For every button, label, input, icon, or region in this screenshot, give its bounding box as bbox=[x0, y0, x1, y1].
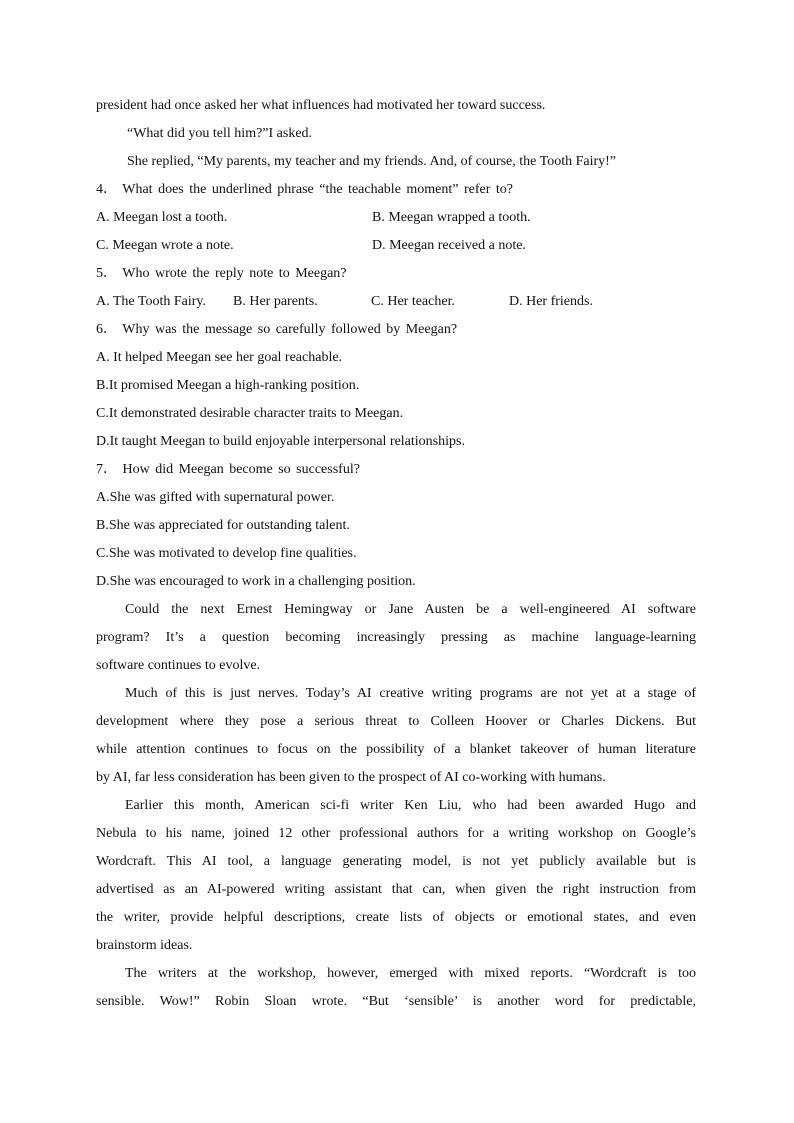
question-4-options-row-2 bbox=[96, 232, 696, 260]
question-6-stem: 6． Why was the message so carefully followed by Meegan? bbox=[96, 322, 458, 337]
question-5-stem: 5． Who wrote the reply note to Meegan? bbox=[96, 266, 347, 281]
question-5-options bbox=[96, 288, 696, 316]
paragraph-line: sensible. Wow!” Robin Sloan wrote. “But ‘sensible’ is another word for predictable, bbox=[96, 994, 696, 1009]
option-a: A.She was gifted with supernatural power. bbox=[96, 490, 335, 505]
option-a: A. Meegan lost a tooth. bbox=[96, 210, 228, 225]
option-b: B. Her parents. bbox=[233, 294, 318, 309]
option-d: D. Meegan received a note. bbox=[372, 238, 526, 253]
option-c: C.She was motivated to develop fine qualities. bbox=[96, 546, 357, 561]
paragraph-line: program? It’s a question becoming increasingly pressing as machine language-learning bbox=[96, 630, 696, 645]
option-d: D. Her friends. bbox=[509, 294, 593, 309]
paragraph-line: Much of this is just nerves. Today’s AI creative writing programs are not yet at a stage of bbox=[125, 686, 696, 701]
passage-line: president had once asked her what influences had motivated her toward success. bbox=[96, 98, 546, 113]
option-a: A. The Tooth Fairy. bbox=[96, 294, 206, 309]
question-7-stem: 7． How did Meegan become so successful? bbox=[96, 462, 360, 477]
option-b: B.She was appreciated for outstanding talent. bbox=[96, 518, 350, 533]
paragraph-line: software continues to evolve. bbox=[96, 658, 261, 673]
option-b: B.It promised Meegan a high-ranking position. bbox=[96, 378, 360, 393]
passage-line: “What did you tell him?”I asked. bbox=[127, 126, 313, 141]
document-body bbox=[96, 92, 696, 1016]
option-c: C.It demonstrated desirable character traits to Meegan. bbox=[96, 406, 404, 421]
paragraph-line: Could the next Ernest Hemingway or Jane Austen be a well-engineered AI software bbox=[125, 602, 696, 617]
paragraph-line: Wordcraft. This AI tool, a language generating model, is not yet publicly available but is bbox=[96, 854, 696, 869]
option-a: A. It helped Meegan see her goal reachable. bbox=[96, 350, 343, 365]
passage-line: She replied, “My parents, my teacher and my friends. And, of course, the Tooth Fairy!” bbox=[127, 154, 617, 169]
paragraph-line: development where they pose a serious threat to Colleen Hoover or Charles Dickens. But bbox=[96, 714, 696, 729]
paragraph-line: while attention continues to focus on the possibility of a blanket takeover of human literature bbox=[96, 742, 696, 757]
paragraph-line: Earlier this month, American sci-fi writer Ken Liu, who had been awarded Hugo and bbox=[125, 798, 696, 813]
question-4-options-row-1 bbox=[96, 204, 696, 232]
option-c: C. Meegan wrote a note. bbox=[96, 238, 234, 253]
paragraph-line: the writer, provide helpful descriptions, create lists of objects or emotional states, and even bbox=[96, 910, 696, 925]
paragraph-line: advertised as an AI-powered writing assistant that can, when given the right instruction from bbox=[96, 882, 696, 897]
option-b: B. Meegan wrapped a tooth. bbox=[372, 210, 531, 225]
paragraph-line: Nebula to his name, joined 12 other professional authors for a writing workshop on Google’s bbox=[96, 826, 696, 841]
question-4-stem: 4． What does the underlined phrase “the teachable moment” refer to? bbox=[96, 182, 514, 197]
paragraph-line: brainstorm ideas. bbox=[96, 938, 193, 953]
option-d: D.It taught Meegan to build enjoyable interpersonal relationships. bbox=[96, 434, 465, 449]
paragraph-line: The writers at the workshop, however, emerged with mixed reports. “Wordcraft is too bbox=[125, 966, 696, 981]
paragraph-line: by AI, far less consideration has been given to the prospect of AI co-working with humans. bbox=[96, 770, 606, 785]
option-d: D.She was encouraged to work in a challenging position. bbox=[96, 574, 416, 589]
option-c: C. Her teacher. bbox=[371, 294, 455, 309]
